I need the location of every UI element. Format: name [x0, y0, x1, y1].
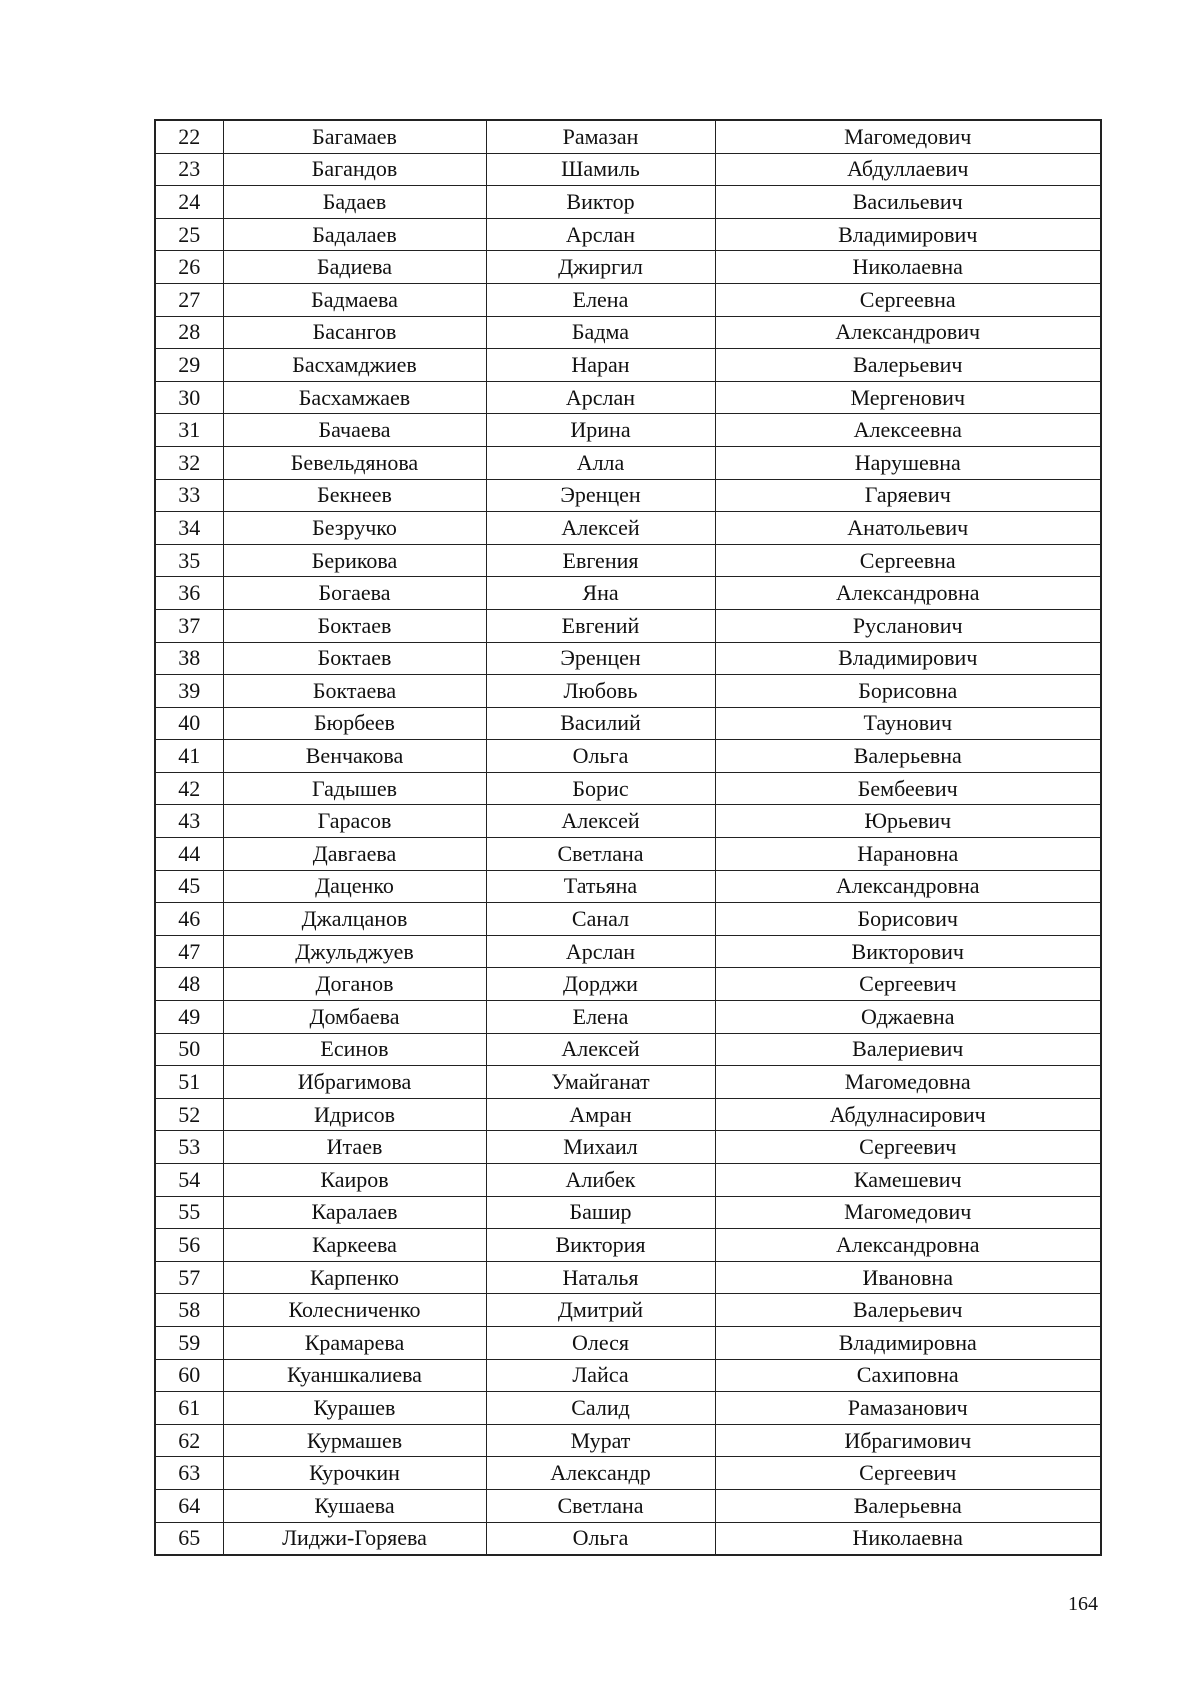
table-row	[155, 870, 1101, 903]
row-number-cell: 41	[155, 740, 223, 773]
first-name-cell: Шамиль	[486, 153, 715, 186]
first-name-cell: Евгений	[486, 609, 715, 642]
patronymic-cell: Сергеевна	[715, 544, 1101, 577]
patronymic-cell: Рамазанович	[715, 1392, 1101, 1425]
row-number-cell: 57	[155, 1261, 223, 1294]
first-name-cell: Дмитрий	[486, 1294, 715, 1327]
table-row	[155, 1489, 1101, 1522]
patronymic-cell: Абдулнасирович	[715, 1098, 1101, 1131]
first-name-cell: Алексей	[486, 1033, 715, 1066]
table-row	[155, 1131, 1101, 1164]
last-name-cell: Ибрагимова	[223, 1066, 486, 1099]
first-name-cell: Лайса	[486, 1359, 715, 1392]
row-number-cell: 24	[155, 186, 223, 219]
row-number-cell: 53	[155, 1131, 223, 1164]
row-number-cell: 59	[155, 1326, 223, 1359]
patronymic-cell: Владимирович	[715, 218, 1101, 251]
last-name-cell: Бюрбеев	[223, 707, 486, 740]
patronymic-cell: Нарановна	[715, 838, 1101, 871]
row-number-cell: 64	[155, 1489, 223, 1522]
table-row	[155, 968, 1101, 1001]
last-name-cell: Боктаев	[223, 642, 486, 675]
table-row	[155, 1359, 1101, 1392]
table-row	[155, 935, 1101, 968]
table-row	[155, 316, 1101, 349]
last-name-cell: Курочкин	[223, 1457, 486, 1490]
row-number-cell: 51	[155, 1066, 223, 1099]
patronymic-cell: Борисович	[715, 903, 1101, 936]
first-name-cell: Елена	[486, 1001, 715, 1034]
patronymic-cell: Борисовна	[715, 675, 1101, 708]
row-number-cell: 39	[155, 675, 223, 708]
table-row	[155, 153, 1101, 186]
first-name-cell: Алексей	[486, 805, 715, 838]
first-name-cell: Алла	[486, 446, 715, 479]
patronymic-cell: Сергеевич	[715, 968, 1101, 1001]
row-number-cell: 22	[155, 120, 223, 153]
table-row	[155, 381, 1101, 414]
last-name-cell: Бачаева	[223, 414, 486, 447]
first-name-cell: Светлана	[486, 838, 715, 871]
table-row	[155, 1326, 1101, 1359]
table-row	[155, 349, 1101, 382]
first-name-cell: Эренцен	[486, 642, 715, 675]
row-number-cell: 49	[155, 1001, 223, 1034]
row-number-cell: 58	[155, 1294, 223, 1327]
last-name-cell: Даценко	[223, 870, 486, 903]
patronymic-cell: Сергеевна	[715, 283, 1101, 316]
page-number: 164	[1068, 1593, 1098, 1615]
table-row	[155, 1196, 1101, 1229]
patronymic-cell: Николаевна	[715, 1522, 1101, 1555]
table-row	[155, 218, 1101, 251]
last-name-cell: Джульджуев	[223, 935, 486, 968]
patronymic-cell: Сахиповна	[715, 1359, 1101, 1392]
table-row	[155, 251, 1101, 284]
first-name-cell: Алексей	[486, 512, 715, 545]
row-number-cell: 45	[155, 870, 223, 903]
first-name-cell: Евгения	[486, 544, 715, 577]
last-name-cell: Колесниченко	[223, 1294, 486, 1327]
patronymic-cell: Ивановна	[715, 1261, 1101, 1294]
last-name-cell: Есинов	[223, 1033, 486, 1066]
table-row	[155, 642, 1101, 675]
last-name-cell: Бевельдянова	[223, 446, 486, 479]
row-number-cell: 65	[155, 1522, 223, 1555]
first-name-cell: Джиргил	[486, 251, 715, 284]
table-row	[155, 283, 1101, 316]
table-row	[155, 1424, 1101, 1457]
table-row	[155, 120, 1101, 153]
first-name-cell: Алибек	[486, 1164, 715, 1197]
last-name-cell: Крамарева	[223, 1326, 486, 1359]
patronymic-cell: Николаевна	[715, 251, 1101, 284]
first-name-cell: Башир	[486, 1196, 715, 1229]
last-name-cell: Карпенко	[223, 1261, 486, 1294]
patronymic-cell: Магомедовна	[715, 1066, 1101, 1099]
row-number-cell: 56	[155, 1229, 223, 1262]
row-number-cell: 60	[155, 1359, 223, 1392]
last-name-cell: Басхамджиев	[223, 349, 486, 382]
row-number-cell: 61	[155, 1392, 223, 1425]
first-name-cell: Арслан	[486, 935, 715, 968]
table-row	[155, 1164, 1101, 1197]
first-name-cell: Бадма	[486, 316, 715, 349]
table-row	[155, 740, 1101, 773]
table-row	[155, 805, 1101, 838]
first-name-cell: Яна	[486, 577, 715, 610]
table-row	[155, 609, 1101, 642]
table-row	[155, 1294, 1101, 1327]
table-row	[155, 1033, 1101, 1066]
row-number-cell: 25	[155, 218, 223, 251]
first-name-cell: Светлана	[486, 1489, 715, 1522]
patronymic-cell: Васильевич	[715, 186, 1101, 219]
patronymic-cell: Валерьевич	[715, 1294, 1101, 1327]
names-table	[154, 119, 1102, 1556]
first-name-cell: Ольга	[486, 1522, 715, 1555]
first-name-cell: Арслан	[486, 218, 715, 251]
table-row	[155, 446, 1101, 479]
last-name-cell: Джалцанов	[223, 903, 486, 936]
table-row	[155, 903, 1101, 936]
last-name-cell: Басангов	[223, 316, 486, 349]
last-name-cell: Венчакова	[223, 740, 486, 773]
row-number-cell: 46	[155, 903, 223, 936]
patronymic-cell: Валериевич	[715, 1033, 1101, 1066]
row-number-cell: 34	[155, 512, 223, 545]
patronymic-cell: Алексеевна	[715, 414, 1101, 447]
last-name-cell: Бадалаев	[223, 218, 486, 251]
first-name-cell: Амран	[486, 1098, 715, 1131]
patronymic-cell: Викторович	[715, 935, 1101, 968]
first-name-cell: Елена	[486, 283, 715, 316]
row-number-cell: 50	[155, 1033, 223, 1066]
patronymic-cell: Валерьевна	[715, 740, 1101, 773]
last-name-cell: Куаншкалиева	[223, 1359, 486, 1392]
table-row	[155, 675, 1101, 708]
patronymic-cell: Александровна	[715, 1229, 1101, 1262]
row-number-cell: 29	[155, 349, 223, 382]
first-name-cell: Дорджи	[486, 968, 715, 1001]
row-number-cell: 42	[155, 772, 223, 805]
row-number-cell: 31	[155, 414, 223, 447]
first-name-cell: Любовь	[486, 675, 715, 708]
first-name-cell: Татьяна	[486, 870, 715, 903]
table-row	[155, 1261, 1101, 1294]
patronymic-cell: Владимировна	[715, 1326, 1101, 1359]
row-number-cell: 26	[155, 251, 223, 284]
last-name-cell: Бадмаева	[223, 283, 486, 316]
patronymic-cell: Юрьевич	[715, 805, 1101, 838]
last-name-cell: Берикова	[223, 544, 486, 577]
last-name-cell: Курмашев	[223, 1424, 486, 1457]
first-name-cell: Виктор	[486, 186, 715, 219]
first-name-cell: Мурат	[486, 1424, 715, 1457]
patronymic-cell: Таунович	[715, 707, 1101, 740]
patronymic-cell: Абдуллаевич	[715, 153, 1101, 186]
row-number-cell: 38	[155, 642, 223, 675]
patronymic-cell: Валерьевна	[715, 1489, 1101, 1522]
patronymic-cell: Сергеевич	[715, 1457, 1101, 1490]
row-number-cell: 37	[155, 609, 223, 642]
row-number-cell: 52	[155, 1098, 223, 1131]
last-name-cell: Кушаева	[223, 1489, 486, 1522]
first-name-cell: Ирина	[486, 414, 715, 447]
table-row	[155, 1001, 1101, 1034]
row-number-cell: 62	[155, 1424, 223, 1457]
patronymic-cell: Гаряевич	[715, 479, 1101, 512]
patronymic-cell: Валерьевич	[715, 349, 1101, 382]
patronymic-cell: Владимирович	[715, 642, 1101, 675]
first-name-cell: Умайганат	[486, 1066, 715, 1099]
last-name-cell: Бадаев	[223, 186, 486, 219]
first-name-cell: Александр	[486, 1457, 715, 1490]
row-number-cell: 35	[155, 544, 223, 577]
table-row	[155, 1457, 1101, 1490]
row-number-cell: 48	[155, 968, 223, 1001]
row-number-cell: 55	[155, 1196, 223, 1229]
last-name-cell: Боктаева	[223, 675, 486, 708]
last-name-cell: Итаев	[223, 1131, 486, 1164]
first-name-cell: Наран	[486, 349, 715, 382]
patronymic-cell: Александровна	[715, 577, 1101, 610]
row-number-cell: 28	[155, 316, 223, 349]
last-name-cell: Давгаева	[223, 838, 486, 871]
patronymic-cell: Мергенович	[715, 381, 1101, 414]
row-number-cell: 63	[155, 1457, 223, 1490]
table-row	[155, 1098, 1101, 1131]
last-name-cell: Домбаева	[223, 1001, 486, 1034]
last-name-cell: Гарасов	[223, 805, 486, 838]
last-name-cell: Каркеева	[223, 1229, 486, 1262]
patronymic-cell: Александрович	[715, 316, 1101, 349]
row-number-cell: 23	[155, 153, 223, 186]
patronymic-cell: Магомедович	[715, 1196, 1101, 1229]
first-name-cell: Салид	[486, 1392, 715, 1425]
last-name-cell: Лиджи-Горяева	[223, 1522, 486, 1555]
row-number-cell: 32	[155, 446, 223, 479]
first-name-cell: Санал	[486, 903, 715, 936]
row-number-cell: 30	[155, 381, 223, 414]
last-name-cell: Богаева	[223, 577, 486, 610]
patronymic-cell: Русланович	[715, 609, 1101, 642]
table-row	[155, 707, 1101, 740]
last-name-cell: Идрисов	[223, 1098, 486, 1131]
first-name-cell: Арслан	[486, 381, 715, 414]
first-name-cell: Борис	[486, 772, 715, 805]
last-name-cell: Безручко	[223, 512, 486, 545]
patronymic-cell: Оджаевна	[715, 1001, 1101, 1034]
last-name-cell: Багандов	[223, 153, 486, 186]
first-name-cell: Василий	[486, 707, 715, 740]
row-number-cell: 40	[155, 707, 223, 740]
last-name-cell: Каиров	[223, 1164, 486, 1197]
table-row	[155, 479, 1101, 512]
first-name-cell: Олеся	[486, 1326, 715, 1359]
first-name-cell: Михаил	[486, 1131, 715, 1164]
row-number-cell: 47	[155, 935, 223, 968]
row-number-cell: 27	[155, 283, 223, 316]
last-name-cell: Гадышев	[223, 772, 486, 805]
table-row	[155, 186, 1101, 219]
last-name-cell: Доганов	[223, 968, 486, 1001]
last-name-cell: Басхамжаев	[223, 381, 486, 414]
patronymic-cell: Нарушевна	[715, 446, 1101, 479]
table-row	[155, 1522, 1101, 1555]
patronymic-cell: Бембеевич	[715, 772, 1101, 805]
patronymic-cell: Сергеевич	[715, 1131, 1101, 1164]
table-row	[155, 1392, 1101, 1425]
table-row	[155, 1229, 1101, 1262]
first-name-cell: Рамазан	[486, 120, 715, 153]
patronymic-cell: Ибрагимович	[715, 1424, 1101, 1457]
last-name-cell: Боктаев	[223, 609, 486, 642]
last-name-cell: Курашев	[223, 1392, 486, 1425]
row-number-cell: 54	[155, 1164, 223, 1197]
first-name-cell: Наталья	[486, 1261, 715, 1294]
table-row	[155, 1066, 1101, 1099]
patronymic-cell: Анатольевич	[715, 512, 1101, 545]
table-row	[155, 772, 1101, 805]
table-row	[155, 838, 1101, 871]
last-name-cell: Бекнеев	[223, 479, 486, 512]
table-row	[155, 544, 1101, 577]
row-number-cell: 43	[155, 805, 223, 838]
row-number-cell: 36	[155, 577, 223, 610]
row-number-cell: 33	[155, 479, 223, 512]
row-number-cell: 44	[155, 838, 223, 871]
patronymic-cell: Александровна	[715, 870, 1101, 903]
first-name-cell: Ольга	[486, 740, 715, 773]
first-name-cell: Эренцен	[486, 479, 715, 512]
last-name-cell: Бадиева	[223, 251, 486, 284]
last-name-cell: Каралаев	[223, 1196, 486, 1229]
patronymic-cell: Магомедович	[715, 120, 1101, 153]
table-row	[155, 512, 1101, 545]
names-table-body	[155, 120, 1101, 1555]
last-name-cell: Багамаев	[223, 120, 486, 153]
patronymic-cell: Камешевич	[715, 1164, 1101, 1197]
table-row	[155, 577, 1101, 610]
first-name-cell: Виктория	[486, 1229, 715, 1262]
table-row	[155, 414, 1101, 447]
